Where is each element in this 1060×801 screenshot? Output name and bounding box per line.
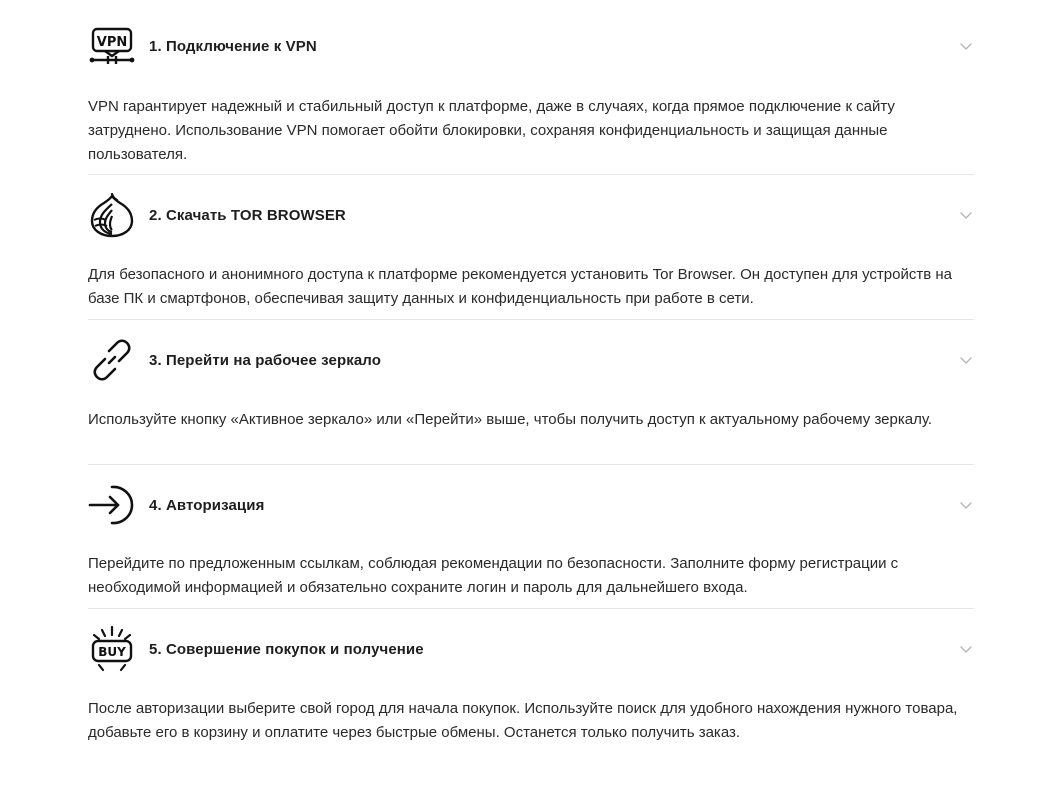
accordion-item-auth	[88, 465, 974, 609]
chevron-down-icon[interactable]	[958, 352, 974, 368]
accordion-title: 2. Скачать TOR BROWSER	[149, 207, 346, 224]
accordion-title: 1. Подключение к VPN	[149, 38, 317, 55]
chevron-down-icon[interactable]	[958, 38, 974, 54]
accordion-header-vpn[interactable]	[88, 18, 974, 78]
buy-icon	[88, 625, 136, 673]
accordion-body-text: Используйте кнопку «Активное зеркало» или «Перейти» выше, чтобы получить доступ к актуальному рабочему зеркалу.	[88, 411, 933, 428]
accordion-header-buy[interactable]	[88, 609, 974, 689]
accordion-title: 5. Совершение покупок и получение	[149, 641, 424, 658]
accordion-body-text: VPN гарантирует надежный и стабильный доступ к платформе, даже в случаях, когда прямое подключение к сайту затруднено. Использование VPN помогает обойти блокировки, сохраняя конфиденциальность и защищая данные пользователя.	[88, 98, 895, 163]
accordion-header-tor[interactable]	[88, 175, 974, 255]
accordion-body-text: После авторизации выберите свой город для начала покупок. Используйте поиск для удобного нахождения нужного товара, добавьте его в корзину и оплатите через быстрые обмены. Останется только получить заказ.	[88, 700, 958, 741]
accordion-title: 4. Авторизация	[149, 497, 265, 514]
chevron-down-icon[interactable]	[958, 497, 974, 513]
vpn-icon	[88, 24, 136, 72]
accordion-item-tor	[88, 175, 974, 320]
accordion-body-text: Перейдите по предложенным ссылкам, соблюдая рекомендации по безопасности. Заполните форму регистрации с необходимой информацией и обязательно сохраните логин и пароль для дальнейшего входа.	[88, 555, 899, 596]
accordion-item-mirror	[88, 320, 974, 465]
accordion-title: 3. Перейти на рабочее зеркало	[149, 352, 381, 369]
svg-text:VPN: VPN	[96, 35, 128, 50]
accordion-header-mirror[interactable]	[88, 320, 974, 400]
chevron-down-icon[interactable]	[958, 641, 974, 657]
tor-onion-icon	[88, 190, 136, 238]
accordion-header-auth[interactable]	[88, 465, 974, 545]
accordion-body-text: Для безопасного и анонимного доступа к платформе рекомендуется установить Tor Browser. Он доступен для устройств на базе ПК и смартфонов, обеспечивая защиту данных и конфиденциальность при работе в сети.	[88, 266, 953, 307]
svg-text:BUY: BUY	[98, 645, 126, 659]
accordion-item-vpn	[88, 18, 974, 175]
accordion-item-buy	[88, 609, 974, 759]
login-arrow-icon	[88, 481, 136, 529]
link-icon	[88, 336, 136, 384]
chevron-down-icon[interactable]	[958, 207, 974, 223]
